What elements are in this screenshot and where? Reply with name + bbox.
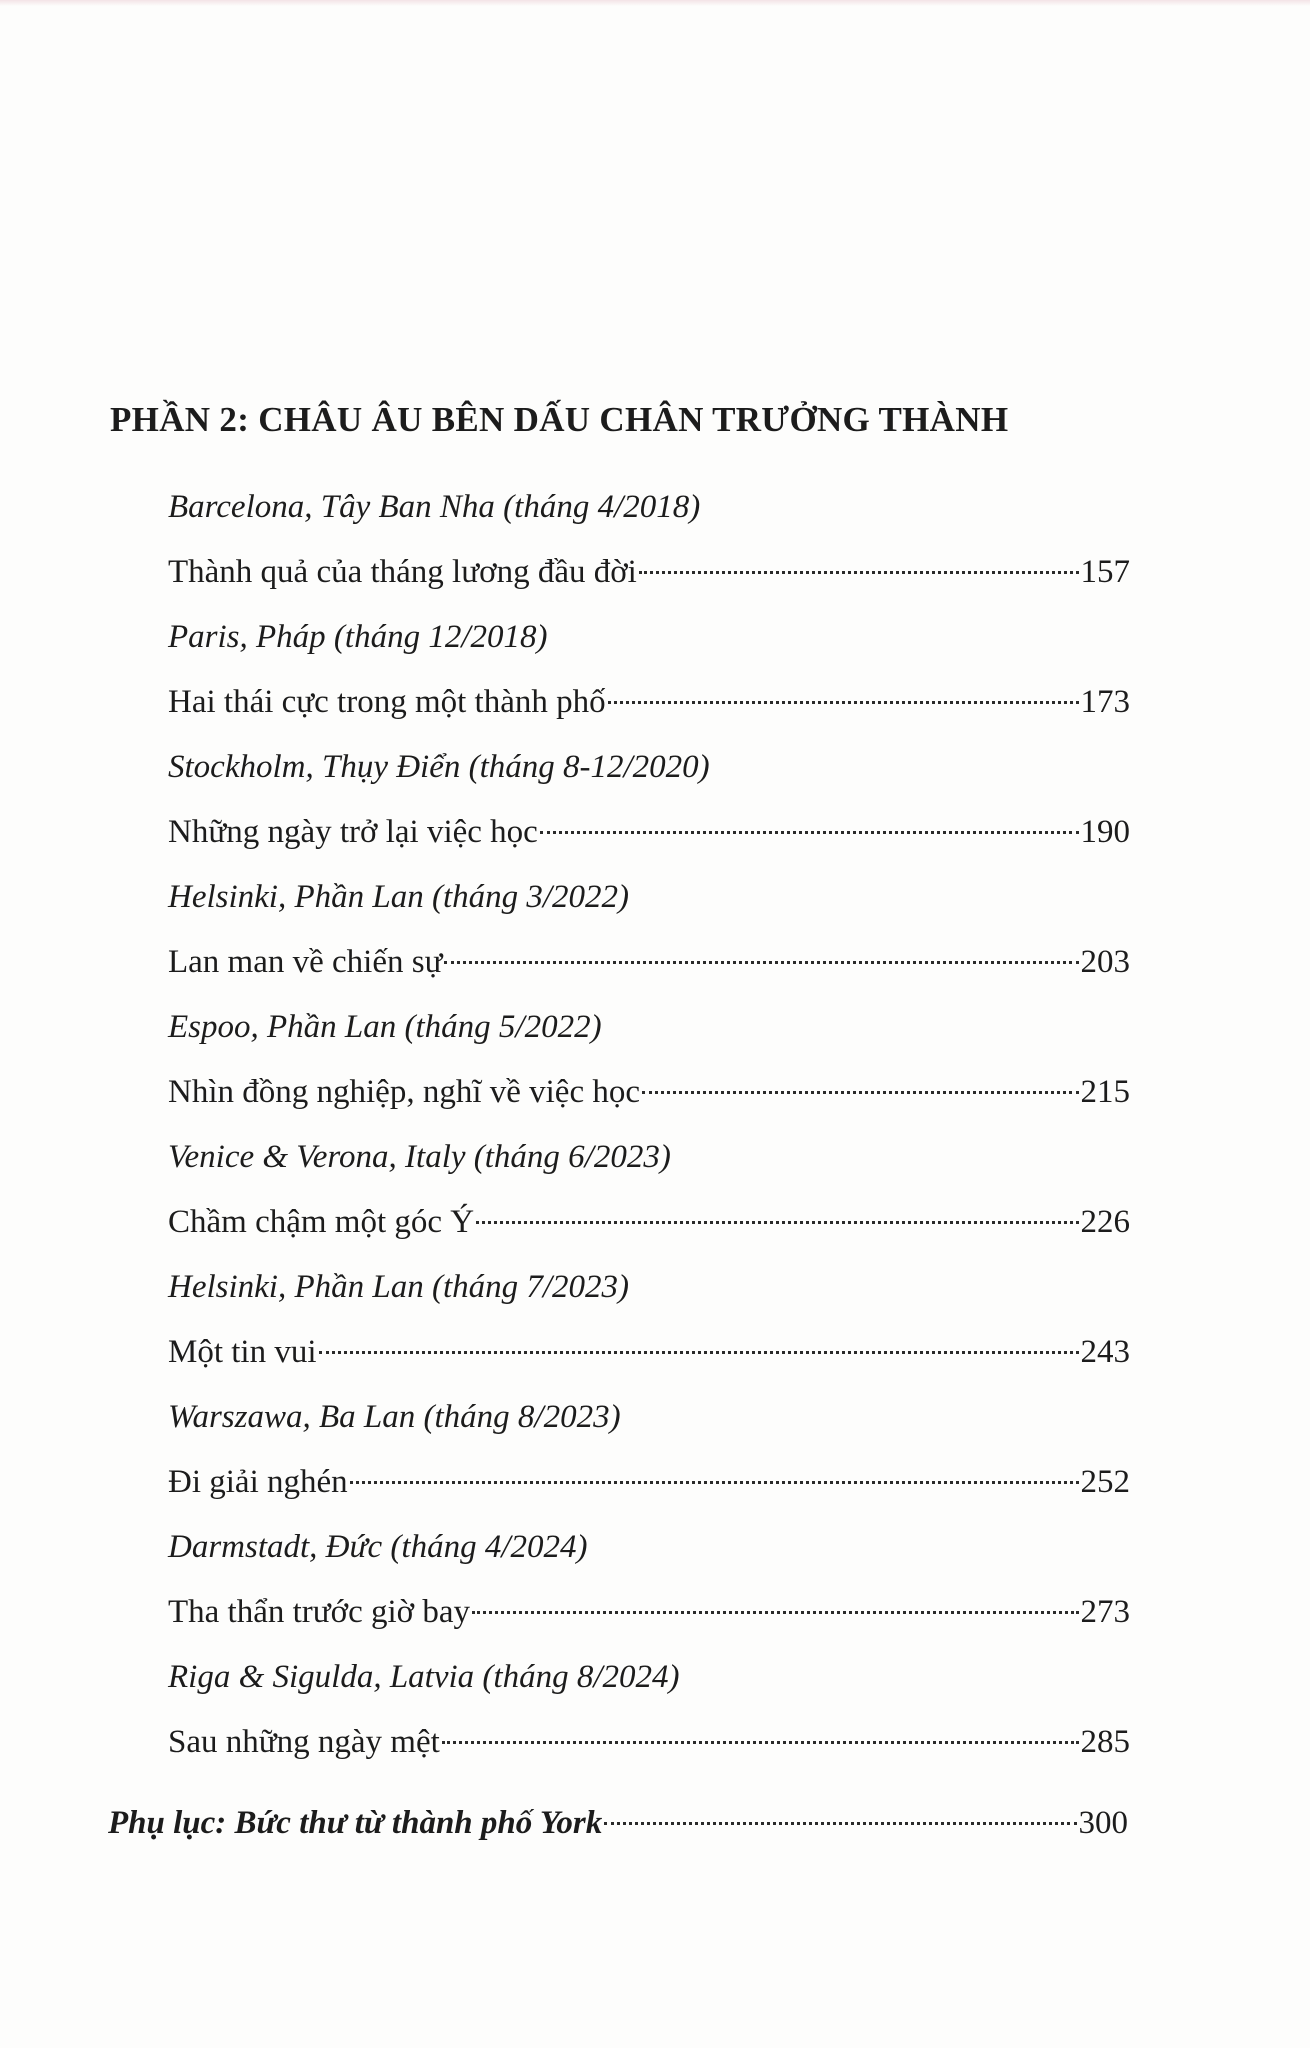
entry-place: Paris, Pháp (tháng 12/2018) [168, 619, 548, 655]
toc-entry [168, 605, 1130, 735]
entry-title-line [168, 539, 1130, 605]
entry-page-number: 252 [1080, 1464, 1130, 1500]
entry-title-line [168, 1449, 1130, 1515]
entry-title: Nhìn đồng nghiệp, nghĩ về việc học [168, 1074, 640, 1110]
entry-place: Venice & Verona, Italy (tháng 6/2023) [168, 1139, 671, 1175]
entry-place: Warszawa, Ba Lan (tháng 8/2023) [168, 1399, 621, 1435]
dot-leader [608, 701, 1079, 704]
entry-title: Đi giải nghén [168, 1464, 348, 1500]
dot-leader [442, 1741, 1079, 1744]
entry-title: Hai thái cực trong một thành phố [168, 684, 606, 720]
entry-place: Stockholm, Thụy Điển (tháng 8-12/2020) [168, 749, 710, 785]
dot-leader [604, 1822, 1076, 1825]
entry-place: Riga & Sigulda, Latvia (tháng 8/2024) [168, 1659, 680, 1695]
dot-leader [540, 831, 1079, 834]
entry-title: Lan man về chiến sự [168, 944, 443, 980]
entry-page-number: 226 [1080, 1204, 1130, 1240]
entry-page-number: 215 [1080, 1074, 1130, 1110]
entry-title: Một tin vui [168, 1334, 317, 1370]
dot-leader [639, 571, 1079, 574]
entry-place: Barcelona, Tây Ban Nha (tháng 4/2018) [168, 489, 701, 525]
part-heading: PHẦN 2: CHÂU ÂU BÊN DẤU CHÂN TRƯỞNG THÀNH [110, 400, 1009, 439]
entry-title: Chầm chậm một góc Ý [168, 1204, 475, 1240]
entry-title-line [168, 1319, 1130, 1385]
page-top-edge [0, 0, 1310, 6]
entry-page-number: 273 [1080, 1594, 1130, 1630]
dot-leader [642, 1091, 1079, 1094]
entry-title: Thành quả của tháng lương đầu đời [168, 554, 637, 590]
entry-place: Helsinki, Phần Lan (tháng 7/2023) [168, 1269, 630, 1305]
toc-entry [168, 475, 1130, 605]
entry-page-number: 285 [1080, 1724, 1130, 1760]
entry-page-number: 173 [1080, 684, 1130, 720]
entry-title-line [168, 1059, 1130, 1125]
toc-entry [168, 735, 1130, 865]
toc-entry [168, 865, 1130, 995]
entry-title: Tha thẩn trước giờ bay [168, 1594, 471, 1630]
toc-entry [168, 1385, 1130, 1515]
entry-place: Helsinki, Phần Lan (tháng 3/2022) [168, 879, 630, 915]
entry-title-line [168, 1579, 1130, 1645]
toc-entry [168, 995, 1130, 1125]
appendix-title: Phụ lục: Bức thư từ thành phố York [108, 1805, 603, 1841]
entry-place: Espoo, Phần Lan (tháng 5/2022) [168, 1009, 602, 1045]
toc-entry [168, 1125, 1130, 1255]
entry-title: Sau những ngày mệt [168, 1724, 440, 1760]
entry-title: Những ngày trở lại việc học [168, 814, 538, 850]
toc-entry [168, 1515, 1130, 1645]
entry-title-line [168, 669, 1130, 735]
entry-title-line [168, 799, 1130, 865]
dot-leader [350, 1481, 1079, 1484]
entry-place: Darmstadt, Đức (tháng 4/2024) [168, 1529, 588, 1565]
toc-entry [168, 1645, 1130, 1775]
entry-title-line [168, 929, 1130, 995]
entry-page-number: 243 [1080, 1334, 1130, 1370]
entry-page-number: 157 [1080, 554, 1130, 590]
entry-page-number: 203 [1080, 944, 1130, 980]
toc-entry [168, 1255, 1130, 1385]
dot-leader [444, 961, 1078, 964]
dot-leader [319, 1351, 1079, 1354]
appendix-entry [108, 1790, 1128, 1856]
dot-leader [472, 1611, 1078, 1614]
entry-title-line [168, 1189, 1130, 1255]
dot-leader [476, 1221, 1078, 1224]
entry-page-number: 190 [1080, 814, 1130, 850]
toc-entries [168, 475, 1130, 1775]
appendix-page-number: 300 [1078, 1805, 1128, 1841]
entry-title-line [168, 1709, 1130, 1775]
